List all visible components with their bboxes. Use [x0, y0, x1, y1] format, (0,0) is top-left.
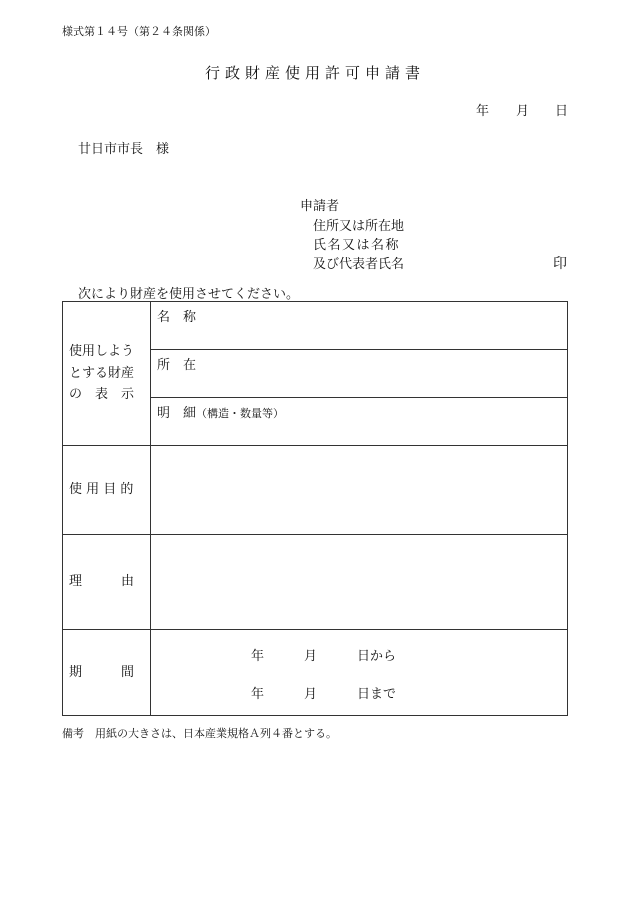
name-label: 氏名又は名称	[313, 238, 401, 253]
property-name-field[interactable]	[151, 302, 568, 350]
to-year: 年	[251, 687, 265, 702]
form-number: 様式第１４号（第２４条関係）	[62, 25, 216, 38]
page-title: 行政財産使用許可申請書	[204, 64, 425, 82]
property-label-line3: の 表 示	[69, 387, 135, 403]
date-day: 日	[555, 104, 569, 119]
property-label-line1: 使用しよう	[69, 344, 135, 360]
purpose-field[interactable]	[151, 446, 568, 535]
from-month: 月	[304, 649, 318, 664]
property-name-label: 名 称	[157, 310, 197, 325]
purpose-label: 使 用 目 的	[63, 446, 151, 535]
addressee: 廿日市市長 様	[78, 142, 170, 157]
footnote: 備考 用紙の大きさは、日本産業規格Ａ列４番とする。	[62, 727, 337, 740]
reason-label: 理 由	[63, 535, 151, 630]
representative-label: 及び代表者氏名	[313, 257, 405, 272]
address-label: 住所又は所在地	[313, 219, 405, 234]
to-month: 月	[304, 687, 318, 702]
details-note: （構造・数量等）	[196, 407, 285, 420]
property-location-field[interactable]	[151, 350, 568, 398]
period-label: 期 間	[63, 630, 151, 716]
seal-mark: 印	[553, 256, 567, 272]
date-month: 月	[516, 104, 530, 119]
intro-text: 次により財産を使用させてください。	[78, 287, 300, 302]
details-text: 明 細	[157, 406, 197, 421]
date-year: 年	[476, 104, 490, 119]
property-location-label: 所 在	[157, 358, 197, 373]
from-day: 日から	[357, 649, 397, 664]
to-day: 日まで	[357, 687, 397, 702]
application-table	[62, 301, 568, 716]
property-details-field[interactable]	[151, 398, 568, 446]
property-label-line2: とする財産	[69, 365, 135, 381]
reason-field[interactable]	[151, 535, 568, 630]
period-field[interactable]	[151, 630, 568, 716]
property-details-label	[157, 402, 284, 421]
from-year: 年	[251, 649, 265, 664]
property-label	[63, 302, 151, 446]
applicant-heading: 申請者	[300, 199, 340, 214]
